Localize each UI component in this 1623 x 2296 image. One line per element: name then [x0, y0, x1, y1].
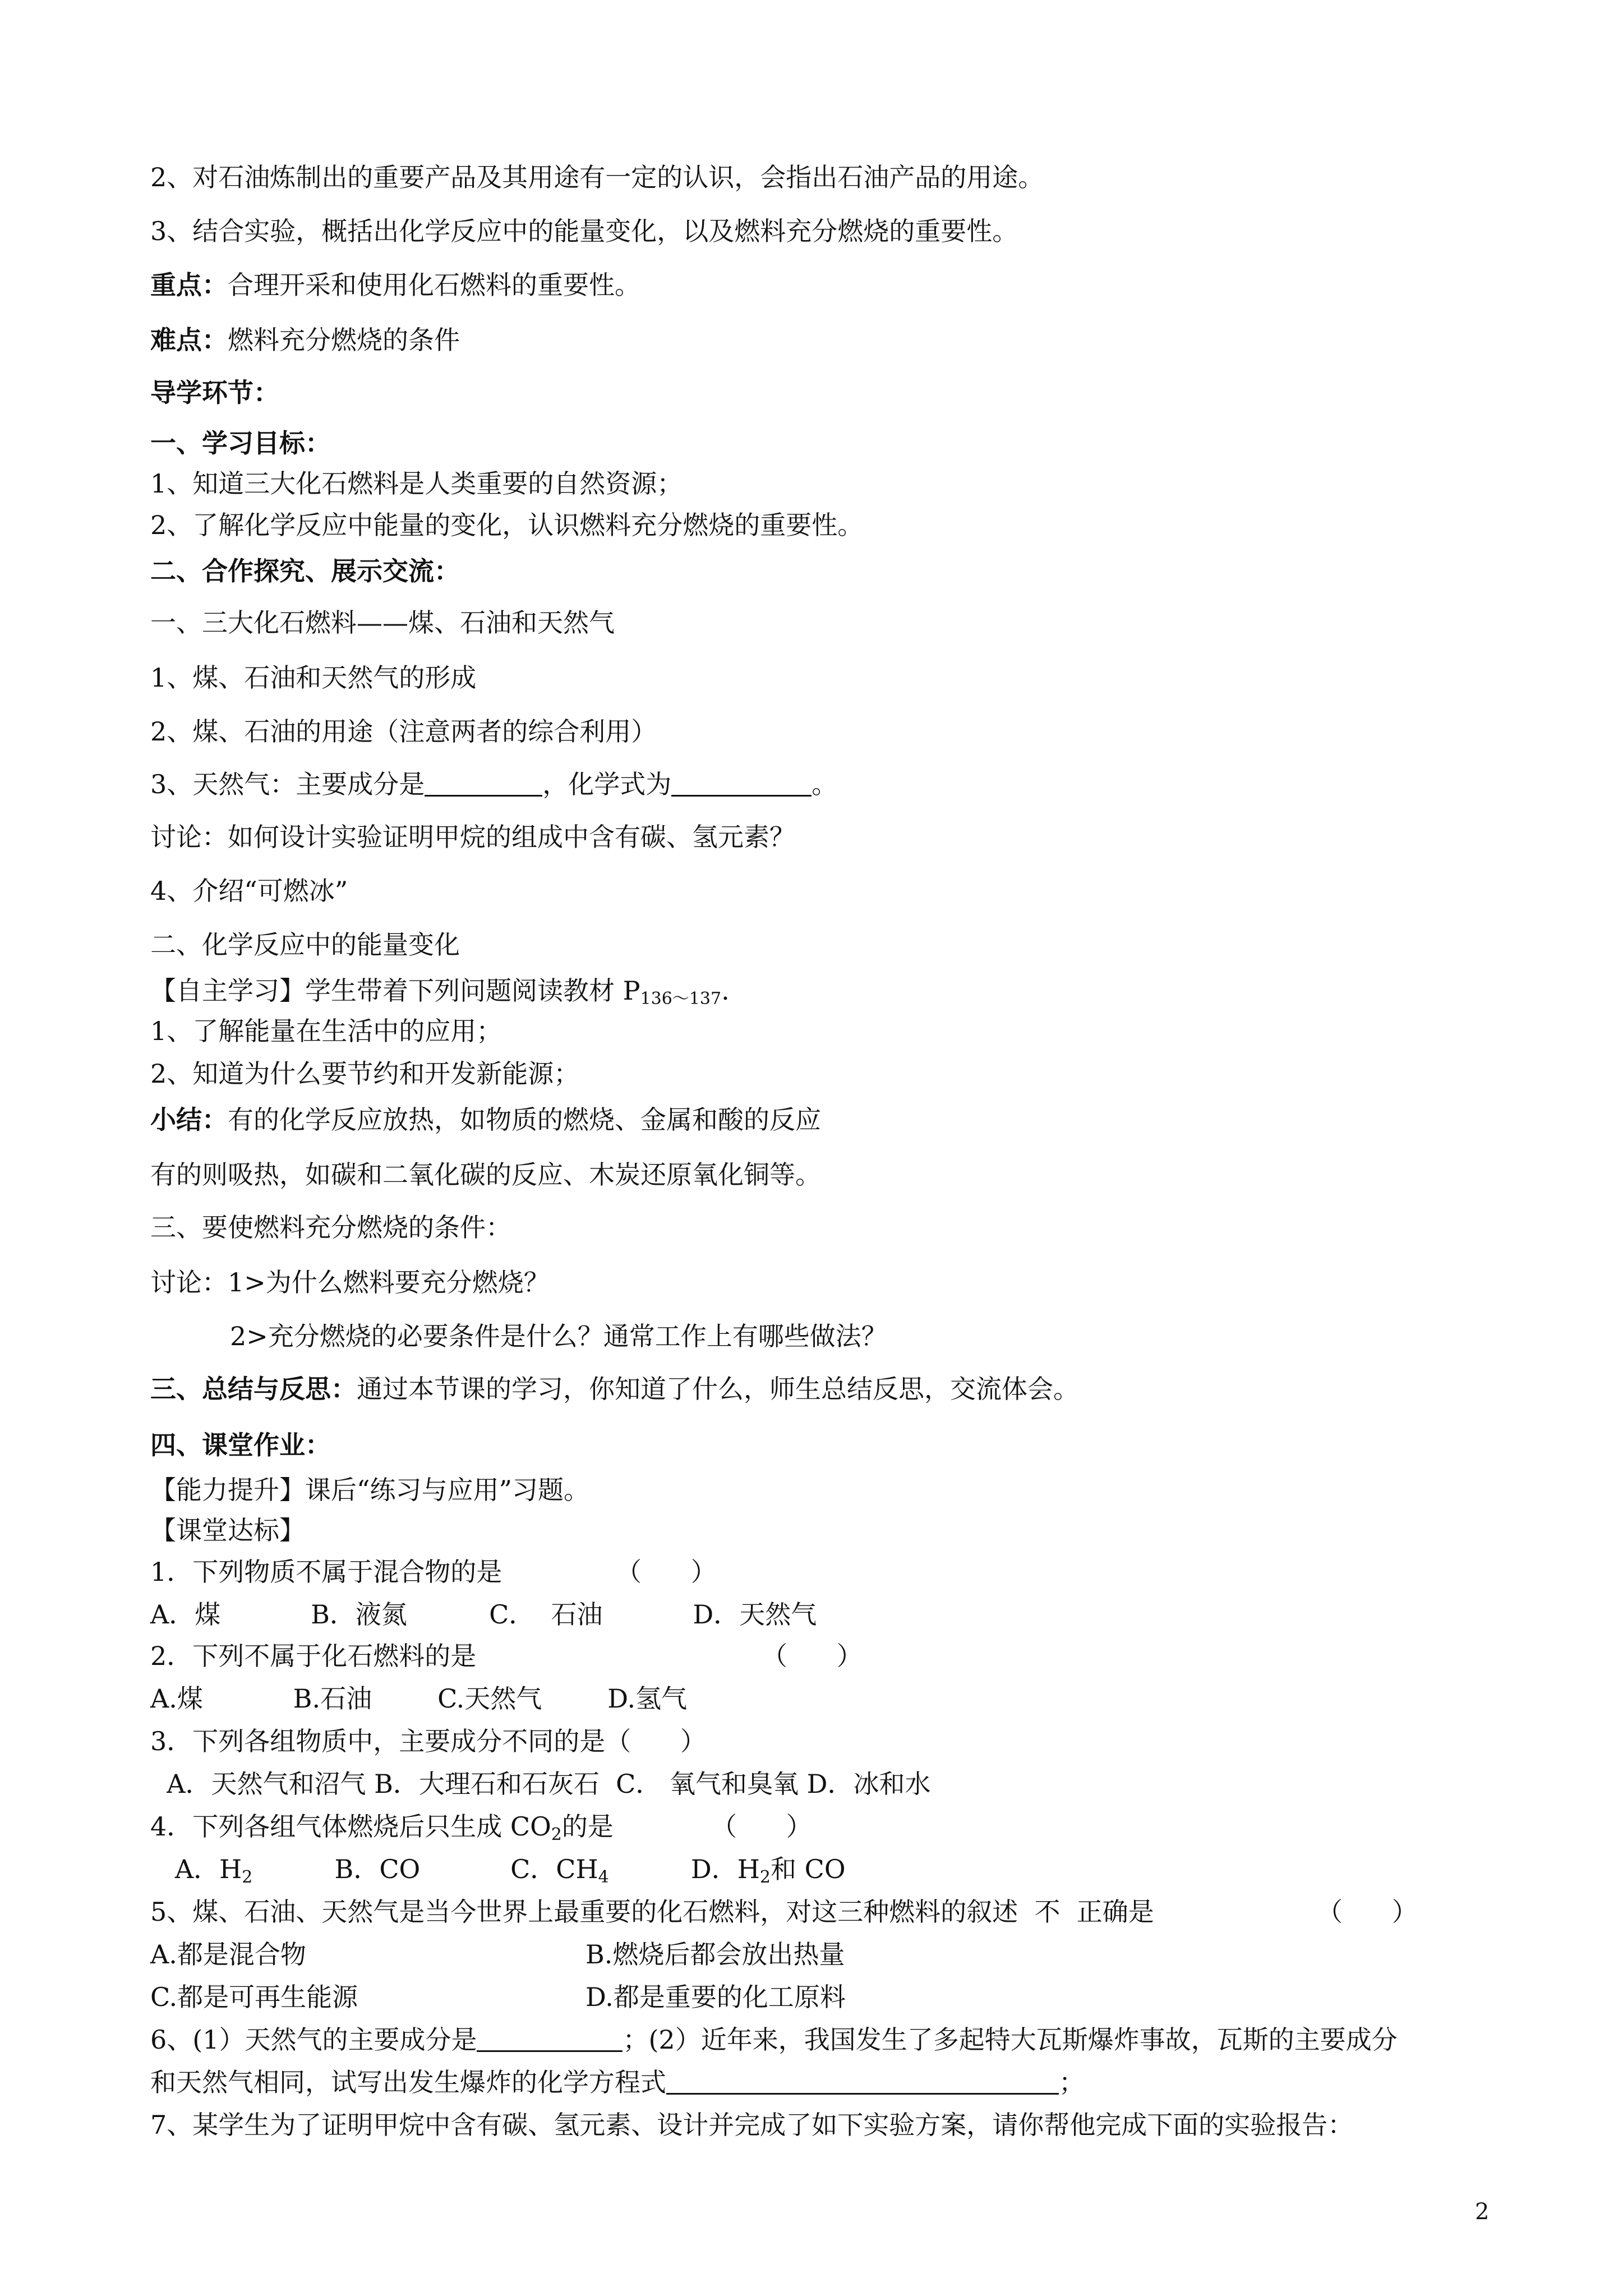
section-heading: 二、合作探究、展示交流： [150, 556, 460, 586]
text-line: 【课堂达标】 [150, 1515, 305, 1545]
key-text: 合理开采和使用化石燃料的重要性。 [228, 270, 640, 300]
summary [150, 1103, 821, 1137]
question-text: 4．下列各组气体燃烧后只生成 CO [150, 1811, 551, 1842]
question-text: 和天然气相同，试写出发生爆炸的化学方程式 [150, 2067, 666, 2097]
difficulty [150, 323, 460, 357]
option: 和 CO [771, 1854, 846, 1884]
option: D．H [608, 1854, 760, 1884]
text-line: 1、煤、石油和天然气的形成 [150, 662, 477, 693]
question-6 [150, 2023, 1398, 2056]
text-line: 三、要使燃料充分燃烧的条件： [150, 1212, 511, 1243]
key-point [150, 268, 640, 302]
option: A．H [150, 1854, 242, 1884]
option-d: D.都是重要的化工原料 [585, 1982, 846, 2012]
text-segment: 3、天然气：主要成分是 [150, 769, 425, 799]
question-text: 2．下列不属于化石燃料的是 [150, 1641, 477, 1671]
text-line: 2、知道为什么要节约和开发新能源； [150, 1059, 580, 1089]
subscript: 136～137 [640, 989, 722, 1009]
section-heading: 四、课堂作业： [150, 1430, 331, 1460]
subscript: 2 [551, 1825, 562, 1844]
text-line: 二、化学反应中的能量变化 [150, 930, 460, 960]
text-line: 2、了解化学反应中能量的变化，认识燃料充分燃烧的重要性。 [150, 510, 864, 540]
text-line: 4、介绍“可燃冰” [150, 876, 348, 906]
text-segment: ，化学式为 [542, 769, 672, 799]
section-heading: 导学环节： [150, 378, 279, 408]
question-4 [150, 1810, 812, 1852]
answer-blank[interactable] [666, 2066, 1059, 2095]
option-b: B.燃烧后都会放出热量 [585, 1939, 845, 1970]
answer-paren[interactable]: （ ） [1317, 1897, 1418, 1927]
question-5 [150, 1895, 1418, 1929]
question-text: 的是 [561, 1811, 614, 1842]
section-heading: 一、学习目标： [150, 428, 331, 458]
fill-blank-line [150, 767, 837, 801]
question-3: 3．下列各组物质中，主要成分不同的是（ ） [150, 1726, 706, 1756]
question-text: 5、煤、石油、天然气是当今世界上最重要的化石燃料，对这三种燃料的叙述 不 正确是 [150, 1897, 1154, 1927]
option-a: A.都是混合物 [150, 1939, 306, 1970]
answer-paren[interactable]: （ ） [711, 1811, 812, 1842]
answer-blank[interactable] [425, 768, 542, 797]
option-c: C.都是可再生能源 [150, 1982, 358, 2012]
section-heading: 三、总结与反思： [150, 1374, 357, 1404]
subscript: 4 [598, 1867, 609, 1887]
text-line: 3、结合实验，概括出化学反应中的能量变化，以及燃料充分燃烧的重要性。 [150, 216, 1018, 246]
question-2 [150, 1639, 863, 1673]
options: A.煤 B.石油 C.天然气 D.氢气 [150, 1683, 688, 1714]
options: A．天然气和沼气 B．大理石和石灰石 C． 氧气和臭氧 D．冰和水 [150, 1769, 931, 1799]
question-text: ；(2）近年来，我国发生了多起特大瓦斯爆炸事故，瓦斯的主要成分 [623, 2024, 1398, 2055]
answer-paren[interactable]: （ ） [616, 1557, 717, 1587]
option: B．CO C．CH [252, 1854, 598, 1884]
text-line: 【能力提升】课后“练习与应用”习题。 [150, 1475, 590, 1505]
answer-blank[interactable] [477, 2023, 623, 2052]
text-line [150, 974, 730, 1016]
text-line: 2、煤、石油的用途（注意两者的综合利用） [150, 716, 657, 747]
summary-section [150, 1372, 1079, 1406]
question-text: ； [1059, 2067, 1085, 2097]
subscript: 2 [242, 1867, 253, 1887]
answer-blank[interactable] [671, 768, 811, 797]
text-segment: 【自主学习】学生带着下列问题阅读教材 P [150, 976, 640, 1006]
text-line: 一、三大化石燃料——煤、石油和天然气 [150, 608, 615, 638]
key-label: 重点： [150, 270, 228, 300]
summary-label: 小结： [150, 1105, 228, 1135]
question-1 [150, 1555, 717, 1589]
page-number: 2 [1475, 2199, 1490, 2225]
text-line: 有的则吸热，如碳和二氧化碳的反应、木炭还原氧化铜等。 [150, 1159, 821, 1190]
text-segment: . [721, 976, 730, 1006]
question-7: 7、某学生为了证明甲烷中含有碳、氢元素、设计并完成了如下实验方案，请你帮他完成下面的实验报告： [150, 2110, 1354, 2140]
text-line: 2>充分燃烧的必要条件是什么？通常工作上有哪些做法？ [230, 1321, 887, 1351]
text-segment: 。 [811, 769, 838, 799]
text-line: 1、了解能量在生活中的应用； [150, 1016, 502, 1046]
diff-text: 燃料充分燃烧的条件 [228, 325, 460, 355]
text-line: 1、知道三大化石燃料是人类重要的自然资源； [150, 468, 683, 499]
diff-label: 难点： [150, 325, 228, 355]
question-text: 6、(1）天然气的主要成分是 [150, 2024, 477, 2055]
question-text: 1．下列物质不属于混合物的是 [150, 1557, 502, 1587]
options [150, 1852, 846, 1894]
text-line: 2、对石油炼制出的重要产品及其用途有一定的认识，会指出石油产品的用途。 [150, 162, 1044, 192]
summary-text: 有的化学反应放热，如物质的燃烧、金属和酸的反应 [228, 1105, 821, 1135]
answer-paren[interactable]: （ ） [762, 1641, 863, 1671]
text-segment: 通过本节课的学习，你知道了什么，师生总结反思，交流体会。 [357, 1374, 1079, 1404]
subscript: 2 [759, 1867, 771, 1887]
text-line: 讨论：1>为什么燃料要充分燃烧？ [150, 1267, 550, 1297]
question-6-cont [150, 2065, 1085, 2099]
text-line: 讨论：如何设计实验证明甲烷的组成中含有碳、氢元素？ [150, 822, 795, 852]
options: A．煤 B．液氮 C． 石油 D．天然气 [150, 1599, 817, 1630]
